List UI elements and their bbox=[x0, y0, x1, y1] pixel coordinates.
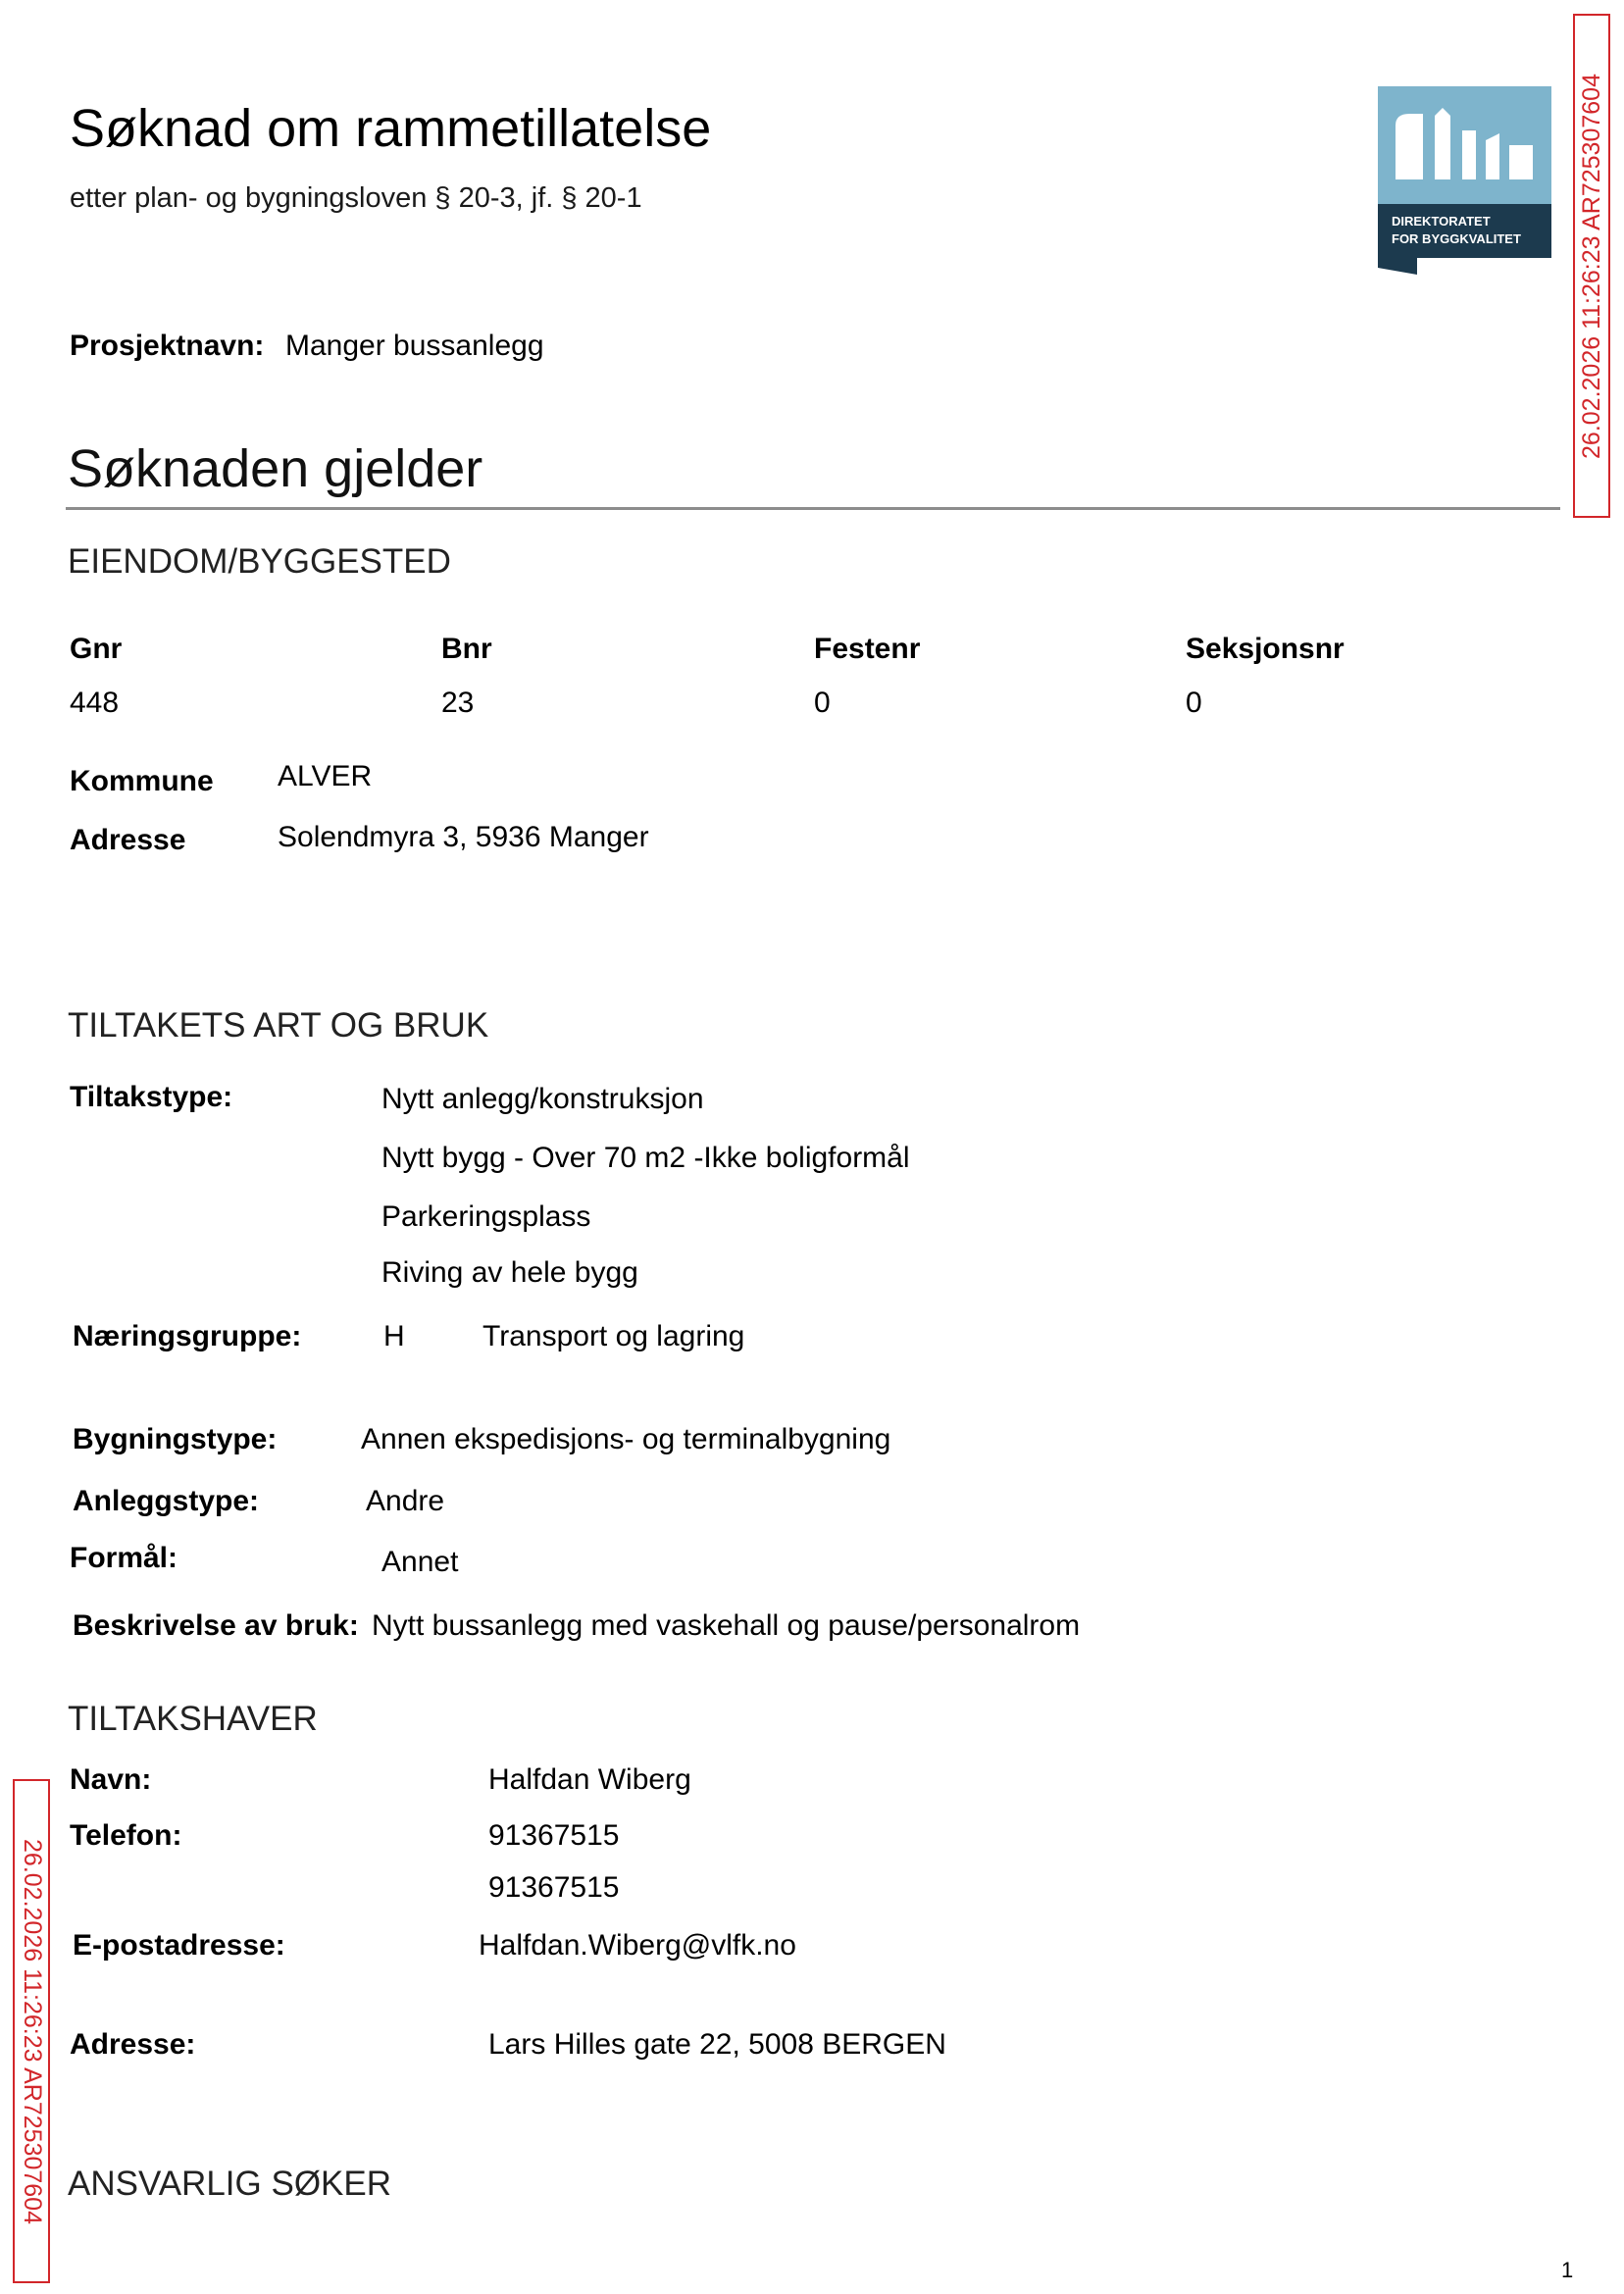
seksjonsnr-value: 0 bbox=[1186, 687, 1202, 719]
adresse-value: Solendmyra 3, 5936 Manger bbox=[278, 821, 649, 853]
festenr-value: 0 bbox=[814, 687, 831, 719]
bygningstype-label: Bygningstype: bbox=[73, 1423, 278, 1455]
navn-label: Navn: bbox=[70, 1763, 152, 1796]
naeringsgruppe-label: Næringsgruppe: bbox=[73, 1320, 302, 1352]
tiltakstype-label: Tiltakstype: bbox=[70, 1081, 233, 1113]
archive-stamp-bottom-left: 26.02.2026 11:26:23 AR725307604 bbox=[13, 1779, 50, 2283]
ansvarlig-soker-heading: ANSVARLIG SØKER bbox=[68, 2165, 392, 2203]
tiltakstype-item: Nytt anlegg/konstruksjon bbox=[381, 1083, 704, 1115]
festenr-label: Festenr bbox=[814, 633, 921, 665]
section-divider bbox=[66, 507, 1560, 510]
gnr-value: 448 bbox=[70, 687, 120, 719]
project-value: Manger bussanlegg bbox=[285, 330, 544, 362]
seksjonsnr-label: Seksjonsnr bbox=[1186, 633, 1345, 665]
naeringsgruppe-code: H bbox=[383, 1320, 405, 1352]
anleggstype-label: Anleggstype: bbox=[73, 1485, 260, 1517]
kommune-label: Kommune bbox=[70, 765, 214, 797]
tiltakshaver-adresse-label: Adresse: bbox=[70, 2028, 196, 2061]
bnr-value: 23 bbox=[441, 687, 475, 719]
beskrivelse-value: Nytt bussanlegg med vaskehall og pause/personalrom bbox=[372, 1609, 1081, 1642]
formal-label: Formål: bbox=[70, 1542, 178, 1574]
epost-label: E-postadresse: bbox=[73, 1929, 285, 1962]
tiltakshaver-heading: TILTAKSHAVER bbox=[68, 1700, 318, 1738]
beskrivelse-label: Beskrivelse av bruk: bbox=[73, 1609, 359, 1642]
dibk-logo bbox=[1378, 86, 1551, 275]
gnr-label: Gnr bbox=[70, 633, 123, 665]
svg-text:DIREKTORATET: DIREKTORATET bbox=[1392, 214, 1491, 229]
tiltakstype-item: Riving av hele bygg bbox=[381, 1256, 638, 1289]
navn-value: Halfdan Wiberg bbox=[488, 1763, 691, 1796]
bygningstype-value: Annen ekspedisjons- og terminalbygning bbox=[361, 1423, 891, 1455]
document-title: Søknad om rammetillatelse bbox=[70, 99, 712, 158]
svg-text:FOR BYGGKVALITET: FOR BYGGKVALITET bbox=[1392, 231, 1521, 246]
epost-value: Halfdan.Wiberg@vlfk.no bbox=[479, 1929, 796, 1962]
page-number: 1 bbox=[1561, 2258, 1574, 2282]
tiltakshaver-adresse-value: Lars Hilles gate 22, 5008 BERGEN bbox=[488, 2028, 946, 2061]
project-label: Prosjektnavn: bbox=[70, 330, 265, 362]
telefon-label: Telefon: bbox=[70, 1819, 182, 1852]
property-heading: EIENDOM/BYGGESTED bbox=[68, 542, 451, 581]
anleggstype-value: Andre bbox=[366, 1485, 445, 1517]
kommune-value: ALVER bbox=[278, 760, 373, 792]
document-subtitle: etter plan- og bygningsloven § 20-3, jf. § 20-1 bbox=[70, 182, 642, 214]
tiltak-heading: TILTAKETS ART OG BRUK bbox=[68, 1006, 489, 1045]
tiltakstype-item: Nytt bygg - Over 70 m2 -Ikke boligformål bbox=[381, 1142, 910, 1174]
telefon-value: 91367515 bbox=[488, 1871, 620, 1904]
section-title: Søknaden gjelder bbox=[68, 439, 483, 498]
archive-stamp-top-right: 26.02.2026 11:26:23 AR725307604 bbox=[1573, 14, 1610, 518]
dibk-logo-icon bbox=[1378, 86, 1551, 275]
telefon-value: 91367515 bbox=[488, 1819, 620, 1852]
tiltakstype-item: Parkeringsplass bbox=[381, 1200, 591, 1233]
bnr-label: Bnr bbox=[441, 633, 492, 665]
formal-value: Annet bbox=[381, 1546, 459, 1578]
naeringsgruppe-value: Transport og lagring bbox=[482, 1320, 745, 1352]
adresse-label: Adresse bbox=[70, 824, 186, 856]
